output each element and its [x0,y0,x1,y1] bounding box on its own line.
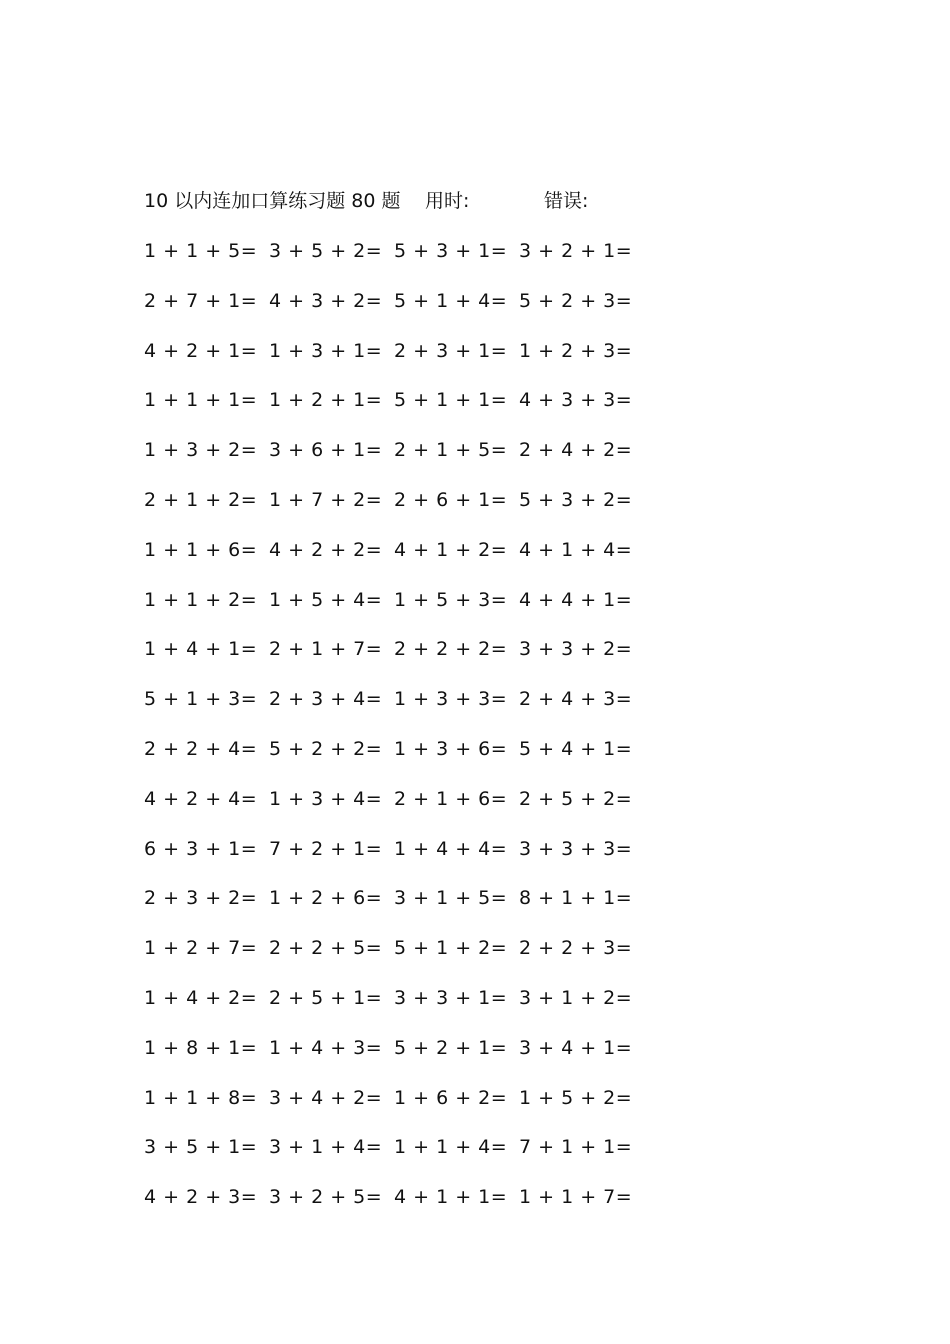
problem-item: 2 + 2 + 5= [269,937,383,960]
problem-item: 2 + 1 + 6= [394,787,508,810]
problem-item: 1 + 7 + 2= [269,489,383,511]
problem-item: 1 + 5 + 2= [519,1086,633,1109]
problem-item: 2 + 5 + 1= [269,987,383,1009]
problem-row [144,435,664,465]
problem-item: 3 + 2 + 5= [269,1186,383,1209]
problem-item: 2 + 2 + 4= [144,738,258,760]
problem-item: 3 + 3 + 2= [519,638,633,661]
problem-item: 4 + 2 + 1= [144,339,258,362]
problem-item: 4 + 2 + 3= [144,1186,258,1209]
problem-row [144,784,664,814]
problem-item: 5 + 3 + 1= [394,240,508,262]
problem-item: 2 + 2 + 3= [519,937,633,960]
problem-item: 1 + 1 + 5= [144,240,258,262]
problem-item: 1 + 3 + 2= [144,439,258,462]
problem-item: 3 + 1 + 5= [394,887,508,910]
problem-item: 1 + 1 + 1= [144,389,258,412]
problem-item: 2 + 4 + 2= [519,439,633,462]
problem-item: 3 + 2 + 1= [519,240,633,262]
problem-item: 1 + 6 + 2= [394,1086,508,1109]
problem-item: 1 + 2 + 7= [144,937,258,960]
problem-item: 1 + 4 + 3= [269,1036,383,1059]
problem-row [144,983,664,1013]
problem-item: 1 + 3 + 3= [394,688,508,711]
problem-row [144,485,664,515]
problem-item: 1 + 1 + 6= [144,538,258,561]
problem-item: 2 + 1 + 7= [269,638,383,661]
problem-item: 2 + 3 + 2= [144,887,258,910]
problem-item: 4 + 3 + 3= [519,389,633,412]
problem-item: 3 + 6 + 1= [269,439,383,462]
problem-item: 1 + 4 + 1= [144,638,258,661]
problem-row [144,1083,664,1113]
time-used-label: 用时: [425,190,470,212]
problem-item: 3 + 4 + 2= [269,1086,383,1109]
problem-row [144,734,664,764]
problem-item: 1 + 5 + 4= [269,588,383,611]
problem-item: 1 + 1 + 7= [519,1186,633,1209]
problem-row [144,1132,664,1162]
problem-row [144,286,664,316]
problem-item: 2 + 1 + 5= [394,439,508,462]
problem-item: 5 + 1 + 3= [144,688,258,711]
problem-item: 3 + 5 + 1= [144,1136,258,1159]
problem-item: 3 + 5 + 2= [269,240,383,262]
problem-item: 5 + 3 + 2= [519,489,633,511]
problem-item: 3 + 4 + 1= [519,1036,633,1059]
problem-item: 1 + 1 + 8= [144,1086,258,1109]
problem-item: 1 + 4 + 4= [394,837,508,860]
problem-item: 2 + 6 + 1= [394,489,508,511]
problem-item: 2 + 4 + 3= [519,688,633,711]
problem-item: 1 + 2 + 3= [519,339,633,362]
problem-item: 3 + 3 + 1= [394,987,508,1009]
problem-item: 2 + 2 + 2= [394,638,508,661]
worksheet-title: 10 以内连加口算练习题 80 题 [144,190,401,212]
problem-row [144,1033,664,1063]
problem-item: 1 + 2 + 1= [269,389,383,412]
problem-row [144,883,664,913]
problem-item: 5 + 1 + 4= [394,289,508,312]
problem-item: 2 + 7 + 1= [144,289,258,312]
worksheet-header [144,186,844,216]
problem-row [144,834,664,864]
problem-row [144,634,664,664]
problem-item: 8 + 1 + 1= [519,887,633,910]
problem-item: 4 + 3 + 2= [269,289,383,312]
problem-item: 4 + 1 + 4= [519,538,633,561]
problem-item: 1 + 2 + 6= [269,887,383,910]
problem-item: 3 + 3 + 3= [519,837,633,860]
problem-row [144,585,664,615]
problem-item: 1 + 4 + 2= [144,987,258,1009]
problem-item: 2 + 3 + 1= [394,339,508,362]
problem-row [144,336,664,366]
problem-item: 6 + 3 + 1= [144,837,258,860]
problem-item: 1 + 3 + 6= [394,738,508,760]
problem-item: 7 + 2 + 1= [269,837,383,860]
problem-item: 4 + 2 + 2= [269,538,383,561]
problem-item: 1 + 3 + 1= [269,339,383,362]
problem-row [144,684,664,714]
problem-item: 5 + 2 + 2= [269,738,383,760]
problem-item: 4 + 1 + 2= [394,538,508,561]
problem-item: 1 + 3 + 4= [269,787,383,810]
problem-row [144,535,664,565]
errors-label: 错误: [544,190,589,212]
problem-item: 5 + 2 + 3= [519,289,633,312]
problem-item: 4 + 1 + 1= [394,1186,508,1209]
problem-item: 7 + 1 + 1= [519,1136,633,1159]
problem-item: 2 + 1 + 2= [144,489,258,511]
problem-item: 1 + 1 + 4= [394,1136,508,1159]
problem-row [144,236,664,266]
problem-item: 5 + 4 + 1= [519,738,633,760]
problem-item: 1 + 5 + 3= [394,588,508,611]
problem-item: 2 + 5 + 2= [519,787,633,810]
problem-item: 3 + 1 + 2= [519,987,633,1009]
problem-row [144,1182,664,1212]
problem-item: 2 + 3 + 4= [269,688,383,711]
problem-item: 1 + 1 + 2= [144,588,258,611]
problem-item: 5 + 1 + 1= [394,389,508,412]
problem-item: 5 + 2 + 1= [394,1036,508,1059]
problem-item: 4 + 4 + 1= [519,588,633,611]
problem-item: 1 + 8 + 1= [144,1036,258,1059]
problem-row [144,933,664,963]
problem-item: 5 + 1 + 2= [394,937,508,960]
problem-item: 4 + 2 + 4= [144,787,258,810]
problem-item: 3 + 1 + 4= [269,1136,383,1159]
problem-row [144,385,664,415]
